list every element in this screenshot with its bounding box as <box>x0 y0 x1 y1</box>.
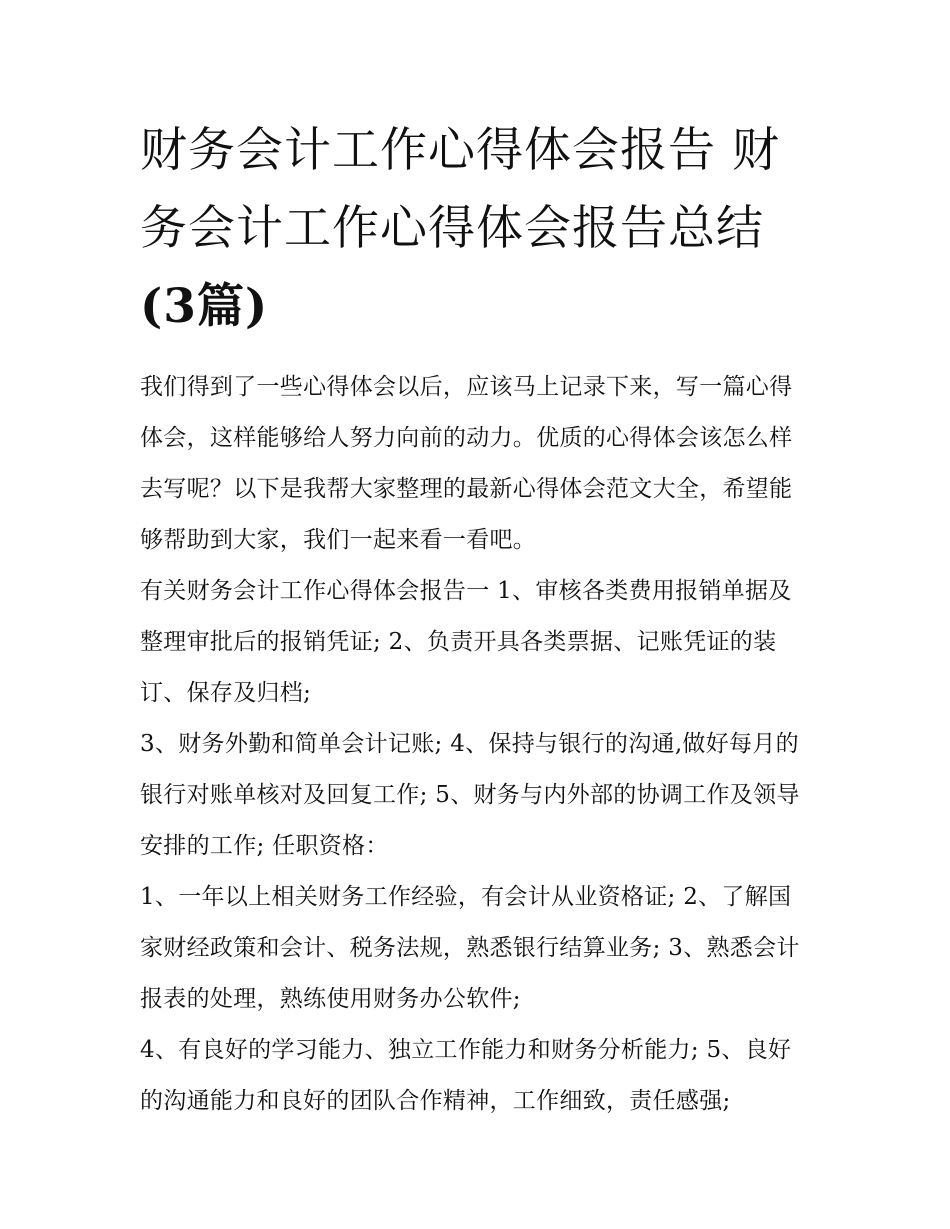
intro-paragraph: 我们得到了一些心得体会以后，应该马上记录下来，写一篇心得体会，这样能够给人努力向前的动力。优质的心得体会该怎么样去写呢？以下是我帮大家整理的最新心得体会范文大全，希望能够帮助到大家，我们一起来看一看吧。 <box>140 374 793 553</box>
document-title <box>140 112 812 346</box>
document-page <box>140 112 812 1127</box>
body-paragraph-1: 有关财务会计工作心得体会报告一 1、审核各类费用报销单据及整理审批后的报销凭证; 2、负责开具各类票据、记账凭证的装订、保存及归档; <box>140 578 792 706</box>
body-paragraph-3: 1、一年以上相关财务工作经验，有会计从业资格证; 2、了解国家财经政策和会计、税务法规，熟悉银行结算业务; 3、熟悉会计报表的处理，熟练使用财务办公软件; <box>140 884 800 1012</box>
body-paragraph-4: 4、有良好的学习能力、独立工作能力和财务分析能力; 5、良好的沟通能力和良好的团队合作精神，工作细致，责任感强; <box>140 1037 792 1114</box>
title-main: 财务会计工作心得体会报告 财务会计工作心得体会报告总结 <box>140 123 780 256</box>
body-paragraph-2: 3、财务外勤和简单会计记账; 4、保持与银行的沟通,做好每月的银行对账单核对及回复工作; 5、财务与内外部的协调工作及领导安排的工作; 任职资格： <box>140 731 800 859</box>
title-suffix: (3篇) <box>140 279 269 334</box>
